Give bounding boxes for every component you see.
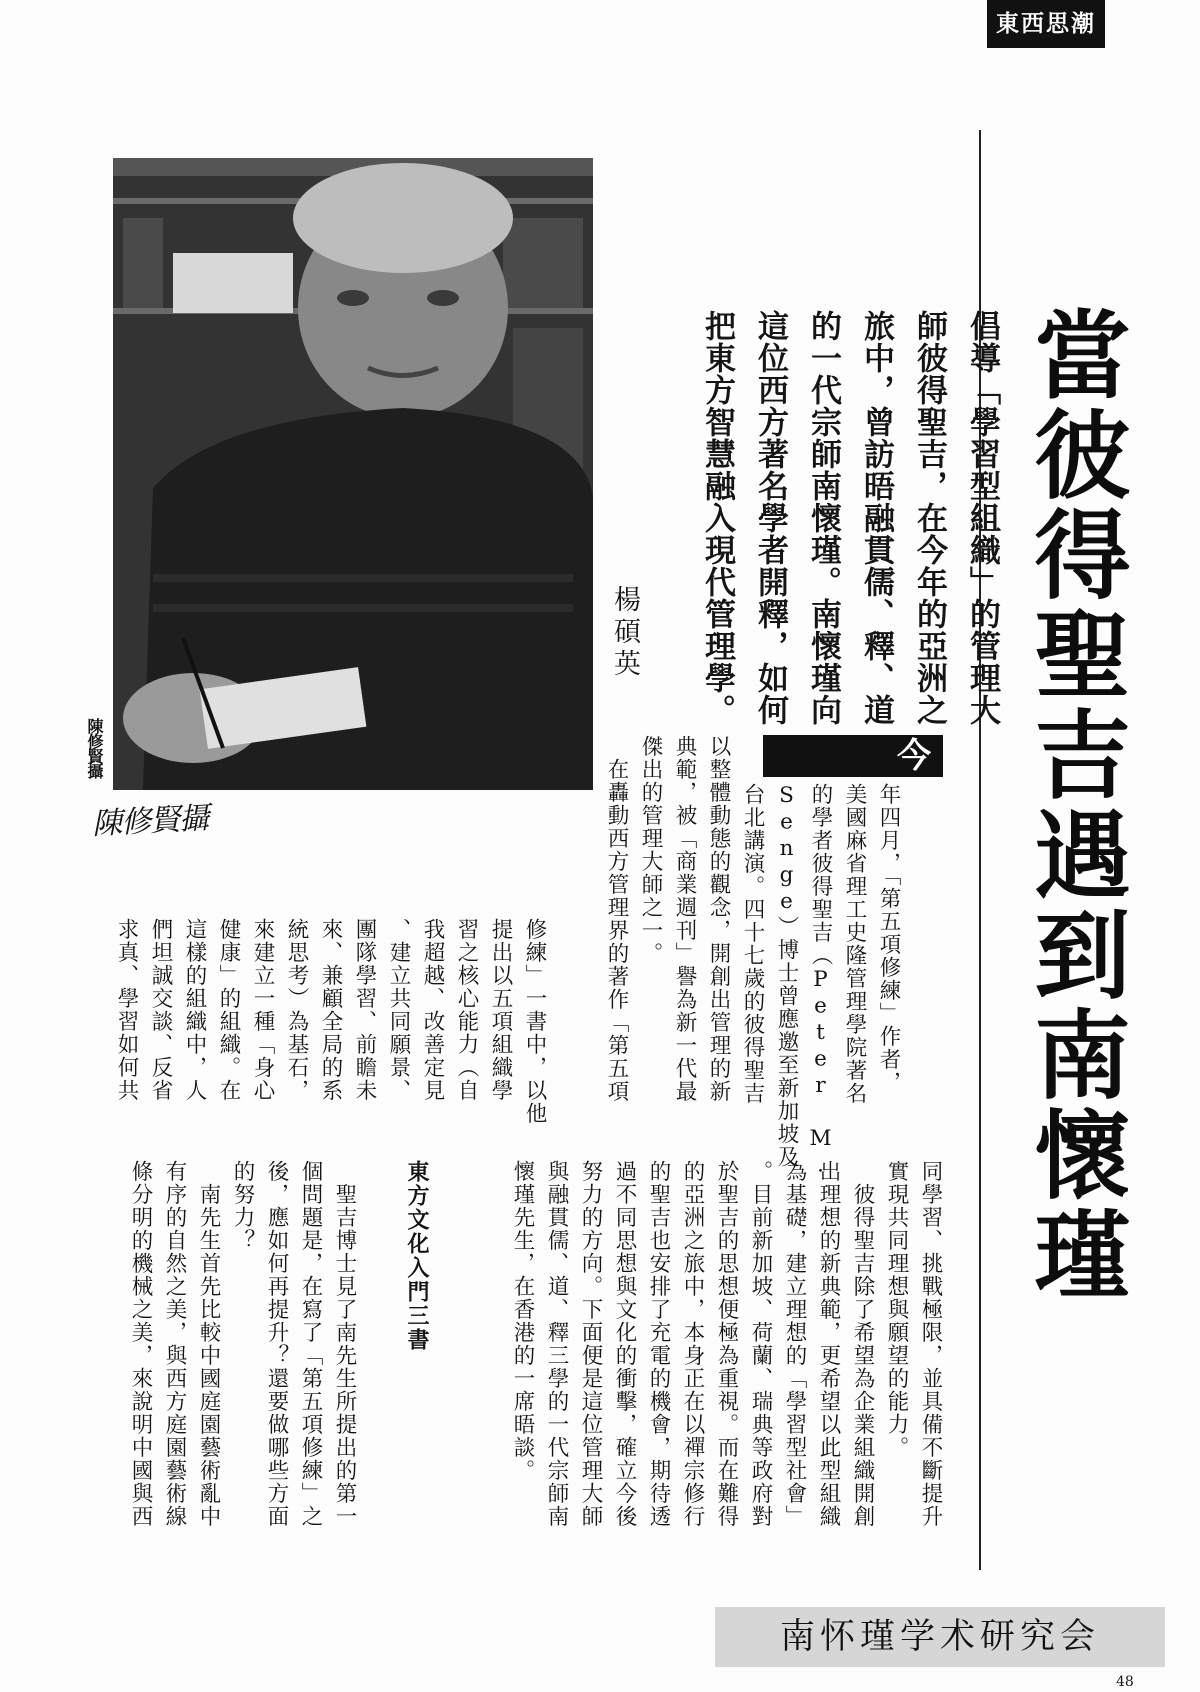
body-line: 們坦誠交談、反省 <box>148 918 173 1102</box>
body-column-4 <box>123 1160 361 1580</box>
body-line: 的學者彼得聖吉（Peter M. <box>808 783 833 1179</box>
body-line: 於聖吉的思想便極為重視。而在難得 <box>714 1160 739 1528</box>
body-line: 來、兼顧全局的系 <box>318 918 343 1102</box>
lead-line: 旅中，曾訪晤融貫儒、釋、道 <box>858 310 894 726</box>
body-line: 典範，被「商業週刊」譽為新一代最 <box>672 735 697 1103</box>
author-byline: 楊碩英 <box>609 585 640 681</box>
body-line: 求真、學習如何共 <box>114 918 139 1102</box>
body-line: 過不同思想與文化的衝擊，確立今後 <box>612 1160 637 1528</box>
body-line: 彼得聖吉除了希望為企業組織開創 <box>850 1160 875 1528</box>
body-line: 出理想的新典範，更希望以此型組織 <box>816 1160 841 1528</box>
body-line: 實現共同理想與願望的能力。 <box>884 1160 909 1459</box>
dropcap-bar <box>763 735 888 777</box>
section-tab: 東西思潮 <box>987 0 1105 48</box>
lead-line: 的一代宗師南懷瑾。南懷瑾向 <box>805 310 841 726</box>
portrait-illustration <box>113 158 593 790</box>
body-line: Senge）博士曾應邀至新加坡及 <box>774 783 799 1169</box>
portrait-photo <box>113 158 593 790</box>
lead-line: 這位西方著名學者開釋，如何 <box>752 310 788 726</box>
body-line: 、建立共同願景、 <box>386 918 411 1102</box>
body-line: 懷瑾先生，在香港的一席晤談。 <box>510 1160 535 1482</box>
dropcap: 今 <box>885 735 943 777</box>
body-column-3 <box>505 1160 947 1580</box>
body-line: 團隊學習、前瞻未 <box>352 918 377 1102</box>
body-line: 為基礎，建立理想的「學習型社會」 <box>782 1160 807 1528</box>
body-line: 同學習、挑戰極限，並具備不斷提升 <box>918 1160 943 1528</box>
photo-credit-signature: 陳修賢攝 <box>91 800 210 843</box>
body-line: 提出以五項組織學 <box>488 918 513 1102</box>
body-line: 。目前新加坡、荷蘭、瑞典等政府對 <box>748 1160 773 1528</box>
body-line: 的聖吉也安排了充電的機會，期待透 <box>646 1160 671 1528</box>
body-line: 統思考）為基石， <box>284 918 309 1102</box>
body-line: 努力的方向。下面便是這位管理大師 <box>578 1160 603 1528</box>
body-line: 個問題是，在寫了「第五項修練」之 <box>298 1160 323 1528</box>
body-line: 健康」的組織。在 <box>216 918 241 1102</box>
body-line: 後，應如何再提升？還要做哪些方面 <box>264 1160 289 1528</box>
body-line: 在轟動西方管理界的著作「第五項 <box>604 735 629 1103</box>
body-line: 傑出的管理大師之一。 <box>638 735 663 965</box>
lead-line: 倡導「學習型組織」的管理大 <box>964 310 1000 726</box>
body-line: 年四月，「第五項修練」作者， <box>876 783 901 1095</box>
lead-paragraph <box>690 310 1008 730</box>
body-line: 這樣的組織中，人 <box>182 918 207 1102</box>
page-number: 48 <box>1116 1674 1134 1690</box>
body-line: 南先生首先比較中國庭園藝術亂中 <box>196 1160 221 1528</box>
body-line: 的努力？ <box>230 1160 255 1252</box>
body-line: 修練」一書中，以他 <box>522 918 547 1125</box>
body-line: 來建立一種「身心 <box>250 918 275 1102</box>
body-line: 的亞洲之旅中，本身正在以禪宗修行 <box>680 1160 705 1528</box>
body-line: 與融貫儒、道、釋三學的一代宗師南 <box>544 1160 569 1528</box>
lead-line: 師彼得聖吉，在今年的亞洲之 <box>911 310 947 726</box>
body-line: 習之核心能力（自 <box>454 918 479 1102</box>
lead-line: 把東方智慧融入現代管理學。 <box>699 310 735 726</box>
body-line: 美國麻省理工史隆管理學院著名 <box>842 783 867 1105</box>
photo-credit-vertical: 陳修賢攝 <box>85 718 104 778</box>
body-line: 以整體動態的觀念，開創出管理的新 <box>706 735 731 1103</box>
body-line: 有序的自然之美，與西方庭園藝術線 <box>162 1160 187 1528</box>
body-line: 條分明的機械之美，來說明中國與西 <box>128 1160 153 1528</box>
article-title: 當彼得聖吉遇到南懷瑾 <box>1019 305 1131 1305</box>
body-line: 聖吉博士見了南先生所提出的第一 <box>332 1160 357 1528</box>
body-column-1 <box>599 735 905 1179</box>
subheading: 東方文化入門三書 <box>404 1160 429 1352</box>
watermark-banner: 南怀瑾学术研究会 <box>715 1607 1165 1667</box>
body-line: 我超越、改善定見 <box>420 918 445 1102</box>
body-line: 台北講演。四十七歲的彼得聖吉 <box>740 783 765 1105</box>
